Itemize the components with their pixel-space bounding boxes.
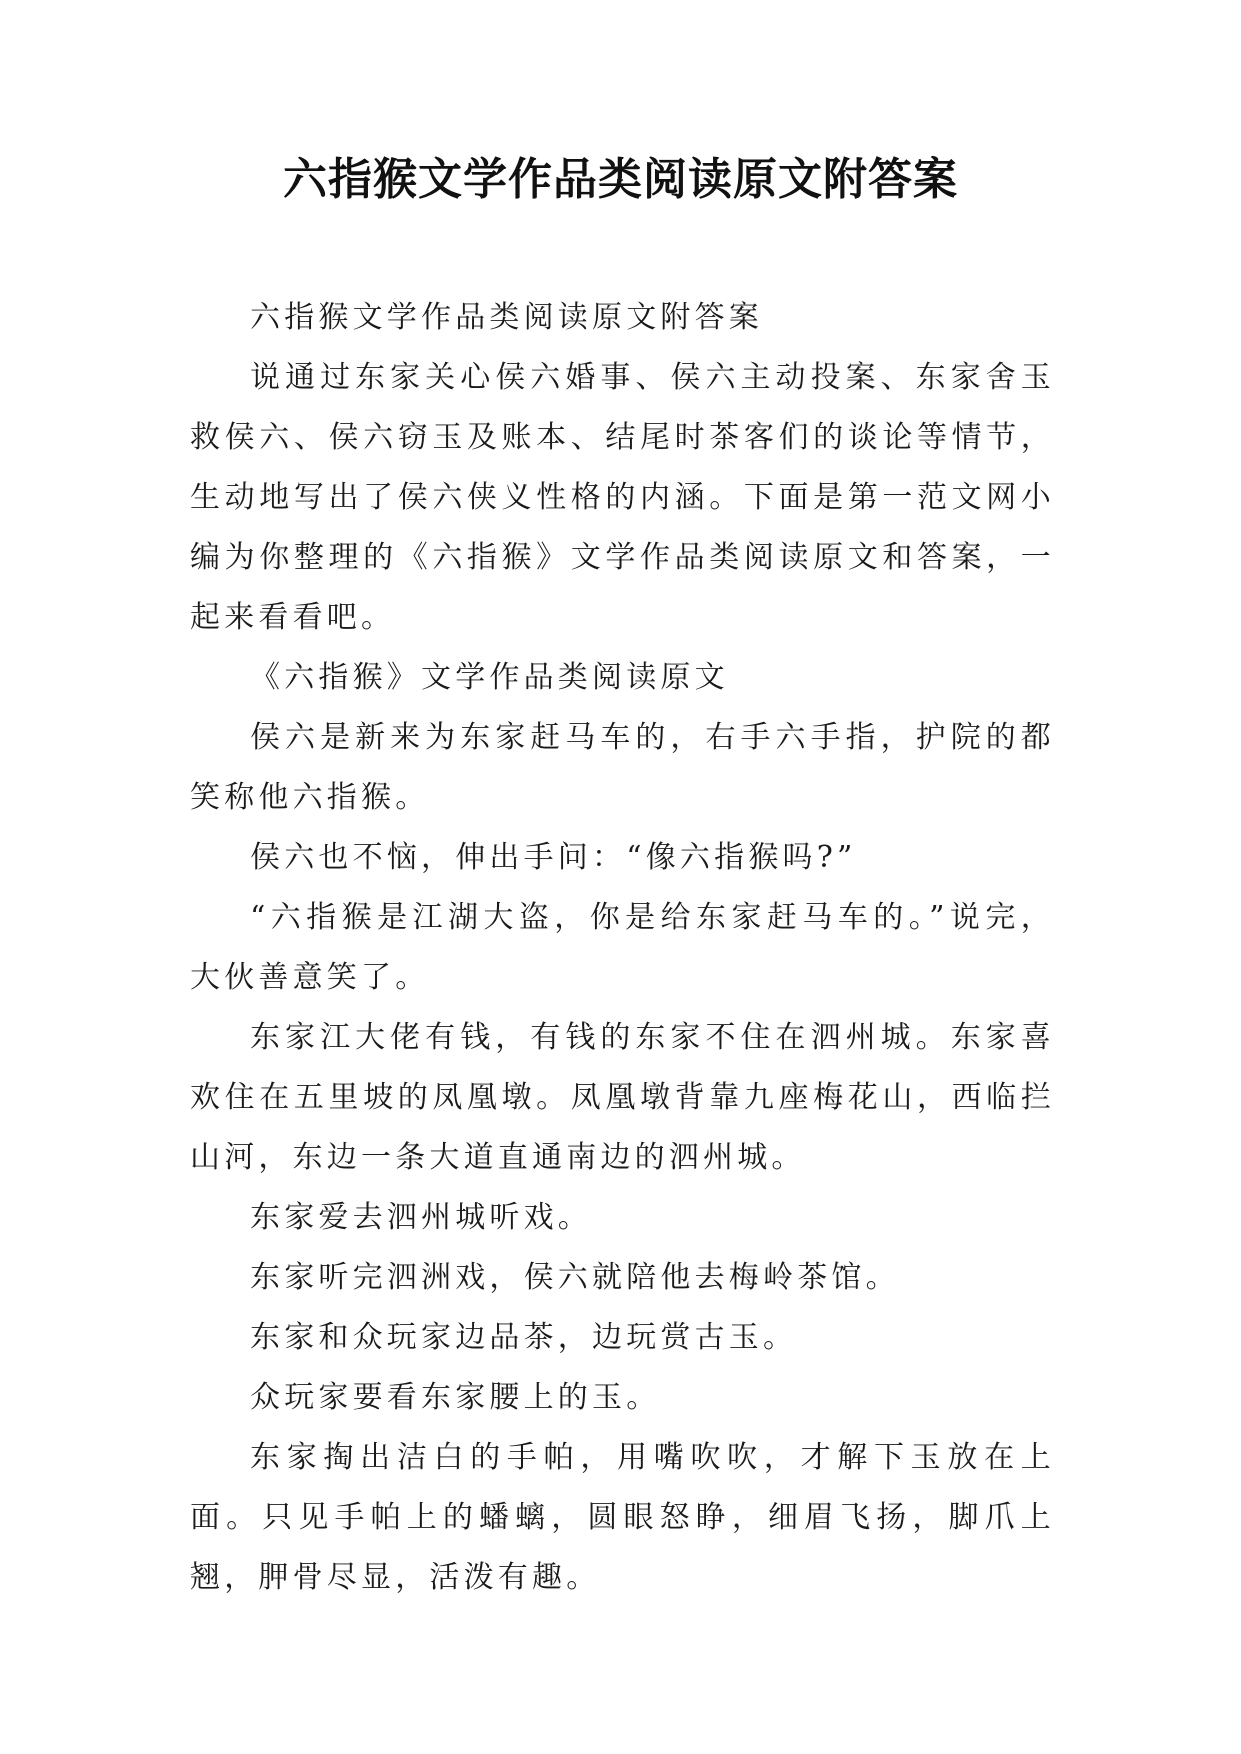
paragraph: 侯六是新来为东家赶马车的，右手六手指，护院的都笑称他六指猴。 <box>190 720 1055 815</box>
paragraph-intro-title: 六指猴文学作品类阅读原文附答案 <box>250 300 763 335</box>
paragraph: 东家和众玩家边品茶，边玩赏古玉。 <box>250 1320 798 1355</box>
paragraph-section-title: 《六指猴》文学作品类阅读原文 <box>250 660 729 695</box>
document-title: 六指猴文学作品类阅读原文附答案 <box>283 154 958 205</box>
paragraph: 东家掏出洁白的手帕，用嘴吹吹，才解下玉放在上面。只见手帕上的蟠螭，圆眼怒睁，细眉飞扬，脚爪上翘，胛骨尽显，活泼有趣。 <box>190 1440 1055 1595</box>
paragraph: 东家爱去泗州城听戏。 <box>250 1200 592 1235</box>
paragraph: 东家听完泗洲戏，侯六就陪他去梅岭茶馆。 <box>250 1260 900 1295</box>
paragraph: 侯六也不恼，伸出手问：“像六指猴吗?” <box>250 840 857 875</box>
document-body <box>190 288 1055 1608</box>
paragraph: 东家江大佬有钱，有钱的东家不住在泗州城。东家喜欢住在五里坡的凤凰墩。凤凰墩背靠九座梅花山，西临拦山河，东边一条大道直通南边的泗州城。 <box>190 1020 1055 1175</box>
paragraph: “六指猴是江湖大盗，你是给东家赶马车的。”说完，大伙善意笑了。 <box>190 900 1055 995</box>
paragraph: 众玩家要看东家腰上的玉。 <box>250 1380 661 1415</box>
paragraph-summary: 说通过东家关心侯六婚事、侯六主动投案、东家舍玉救侯六、侯六窃玉及账本、结尾时茶客们的谈论等情节，生动地写出了侯六侠义性格的内涵。下面是第一范文网小编为你整理的《六指猴》文学作品类阅读原文和答案，一起来看看吧。 <box>190 360 1055 635</box>
